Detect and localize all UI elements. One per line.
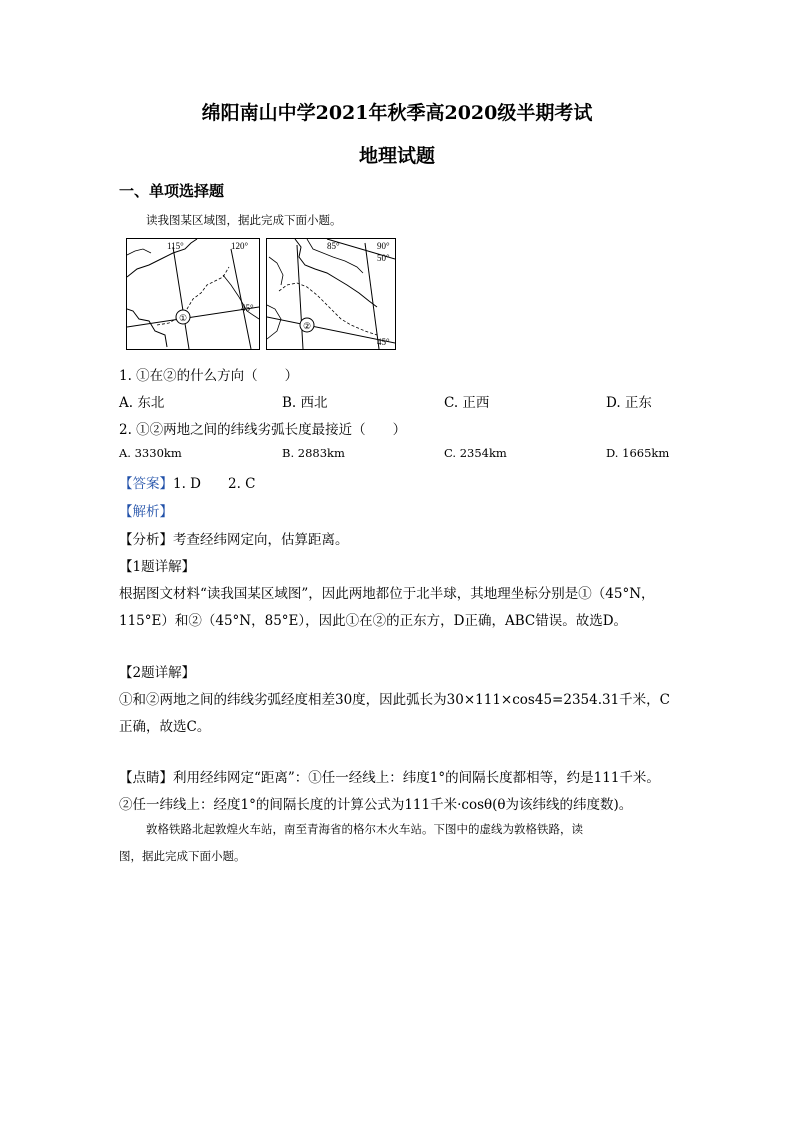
map1-lon-right: 120° xyxy=(231,241,249,251)
detail-1-line-2: 115°E）和②（45°N，85°E），因此①在②的正东方，D正确，ABC错误。故选D。 xyxy=(119,613,628,629)
next-intro-line-2: 图，据此完成下面小题。 xyxy=(119,849,246,863)
tip-text-1: 利用经纬网定“距离”：①任一经线上：纬度1°的间隔长度都相等，约是111千米。 xyxy=(173,770,660,786)
analysis-heading: 【解析】 xyxy=(119,504,173,520)
map2-lat-top: 50° xyxy=(377,253,390,263)
tip-line-2: ②任一纬线上：经度1°的间隔长度的计算公式为111千米·cosθ(θ为该纬线的纬度数)。 xyxy=(119,797,633,813)
tip-tag: 【点睛】 xyxy=(119,770,173,786)
question-1-option-b: B. 西北 xyxy=(282,395,328,411)
map2-lat-bottom: 45° xyxy=(377,337,390,347)
analysis-line xyxy=(119,528,349,548)
map-figure-2 xyxy=(266,238,396,350)
tip-line-1 xyxy=(119,766,660,786)
analysis-text: 考查经纬网定向，估算距离。 xyxy=(173,532,349,548)
question-2-stem: 2. ①②两地之间的纬线劣弧长度最接近（ ） xyxy=(119,422,407,438)
question-2-option-b: B. 2883km xyxy=(282,446,345,460)
next-intro-line-1: 敦格铁路北起敦煌火车站，南至青海省的格尔木火车站。下图中的虚线为敦格铁路，读 xyxy=(146,822,583,836)
question-1-option-c: C. 正西 xyxy=(444,395,490,411)
map-figure-1 xyxy=(126,238,260,350)
detail-2-line-2: 正确，故选C。 xyxy=(119,719,211,735)
question-2-option-d: D. 1665km xyxy=(606,446,670,460)
question-1-option-d: D. 正东 xyxy=(606,395,652,411)
answer-tag: 【答案】 xyxy=(119,476,173,492)
map1-lat: 45° xyxy=(241,303,254,313)
question-2-option-a: A. 3330km xyxy=(119,446,182,460)
page-subtitle: 地理试题 xyxy=(358,145,435,167)
section-heading: 一、单项选择题 xyxy=(119,182,225,200)
analysis-tag: 【分析】 xyxy=(119,532,173,548)
question-intro: 读我图某区域图，据此完成下面小题。 xyxy=(146,213,342,227)
answer-line xyxy=(119,472,256,492)
question-2-option-c: C. 2354km xyxy=(444,446,507,460)
map2-lon-left: 85° xyxy=(327,241,340,251)
detail-2-line-1: ①和②两地之间的纬线劣弧经度相差30度，因此弧长为30×111×cos45=2354.31千米，C xyxy=(119,692,671,708)
question-1-stem: 1. ①在②的什么方向（ ） xyxy=(119,368,299,384)
question-1-option-a: A. 东北 xyxy=(119,395,165,411)
page-title: 绵阳南山中学2021年秋季高2020级半期考试 xyxy=(201,102,593,124)
detail-2-heading: 【2题详解】 xyxy=(119,665,196,681)
map2-lon-right: 90° xyxy=(377,241,390,251)
answer-text: 1. D 2. C xyxy=(173,476,256,492)
map1-point-label: ① xyxy=(178,313,188,323)
map2-point-label: ② xyxy=(302,321,312,331)
map1-lon-left: 115° xyxy=(167,241,184,251)
detail-1-line-1: 根据图文材料“读我国某区域图”，因此两地都位于北半球，其地理坐标分别是①（45°N， xyxy=(119,586,655,602)
detail-1-heading: 【1题详解】 xyxy=(119,559,196,575)
